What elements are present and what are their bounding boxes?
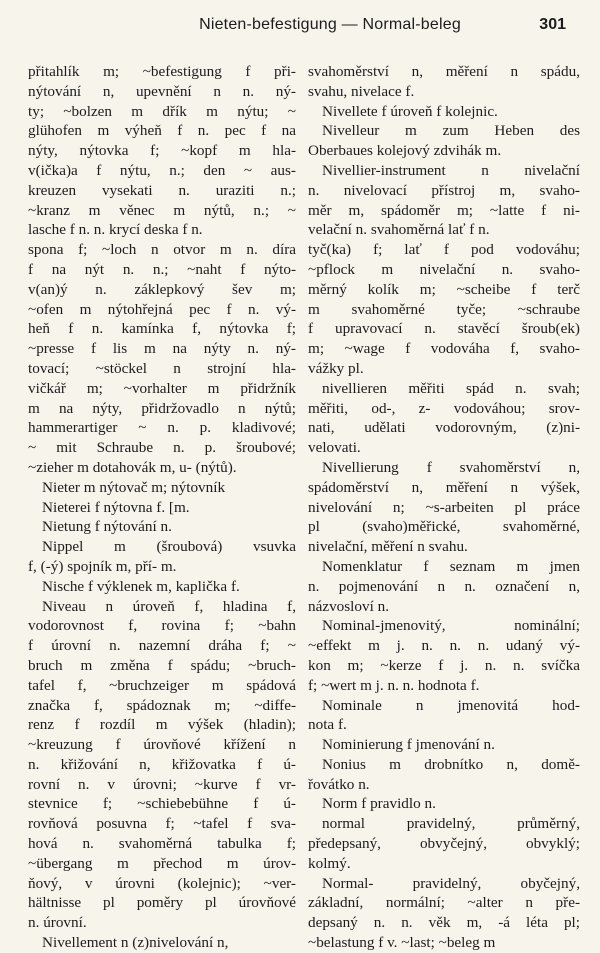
dictionary-entry-start: Nivelleur m zum Heben des [322, 122, 580, 140]
dictionary-line: f na nýt n. n.; ~naht f nýto- [28, 260, 296, 278]
dictionary-line: lasche f n. n. krycí deska f n. [28, 221, 203, 239]
dictionary-entry-start: Nietung f nýtování n. [42, 518, 172, 536]
dictionary-line: tafel f, ~bruchzeiger m spádová [28, 676, 296, 694]
running-head-title: Nieten-befestigung — Normal-beleg [199, 16, 461, 33]
dictionary-line: renz f rozdíl m výšek (hladin); [28, 716, 296, 734]
dictionary-line: ~belastung f v. ~last; ~beleg m [308, 934, 496, 952]
dictionary-line: ~pflock m nivelační n. svaho- [308, 260, 580, 278]
dictionary-line: přitahlík m; ~befestigung f při- [28, 63, 296, 80]
dictionary-line: ~übergang m přechod m úrov- [28, 854, 296, 872]
dictionary-entry-start: Nieter m nýtovač m; nýtovník [42, 478, 226, 496]
dictionary-entry-start: Nieterei f nýtovna f. [m. [42, 498, 190, 516]
dictionary-line: názvosloví n. [308, 597, 389, 615]
dictionary-line: f; ~wert m j. n. n. hodnota f. [308, 676, 480, 694]
dictionary-line: m; ~wage f vodováha f, svaho- [308, 340, 580, 358]
dictionary-line: bruch m změna f spádu; ~bruch- [28, 656, 296, 674]
dictionary-line: nivelování n; ~s-arbeiten pl práce [308, 498, 580, 516]
dictionary-entry-start: Nippel m (šroubová) vsuvka [42, 538, 296, 556]
dictionary-line: rovňová posuvna f; ~tafel f sva- [28, 815, 296, 833]
dictionary-line: spádoměrství n, měření n výšek, [308, 478, 580, 496]
dictionary-line: m na nýty, přidržovadlo n nýtů; [28, 399, 296, 417]
dictionary-line: v(ička)a f nýtu, n.; den ~ aus- [28, 161, 296, 179]
dictionary-entry-start: Nivellete f úroveň f kolejnic. [322, 102, 498, 120]
dictionary-line: vičkář m; ~vorhalter m přidržník [28, 379, 296, 397]
dictionary-line: stevnice f; ~schiebebühne f ú- [28, 795, 296, 813]
dictionary-line: předepsaný, obvyčejný, obvyklý; [308, 835, 580, 853]
dictionary-line: f, (-ý) spojník m, pří- m. [28, 557, 177, 575]
dictionary-entry-start: Nominal-jmenovitý, nominální; [322, 617, 580, 635]
dictionary-line: ~presse f lis m na nýty n. ný- [28, 340, 296, 358]
dictionary-line: základní, normální; ~alter n pře- [308, 894, 580, 912]
dictionary-line: n. pojmenování n n. označení n, [308, 577, 580, 595]
dictionary-line: měřiti, od-, z- vodováhou; srov- [308, 399, 580, 417]
dictionary-entry-start: Niveau n úroveň f, hladina f, [42, 597, 296, 615]
dictionary-line: kreuzen vysekati n. uraziti n.; [28, 181, 296, 199]
dictionary-line: vážky pl. [308, 359, 364, 377]
dictionary-line: nýtování n, upevnění n n. ný- [28, 82, 296, 100]
dictionary-line: ~effekt m j. n. n. n. udaný vý- [308, 637, 580, 655]
dictionary-line: m svahoměrné tyče; ~schraube [308, 300, 580, 318]
dictionary-line: ~zieher m dotahovák m, u- (nýtů). [28, 458, 237, 476]
dictionary-line: ~kranz m věnec m nýtů, n.; ~ [28, 201, 296, 219]
dictionary-line: ty; ~bolzen m dřík m nýtu; ~ [28, 102, 296, 120]
dictionary-line: nati, udělati vodorovným, (z)ni- [308, 419, 580, 437]
running-head [0, 16, 600, 38]
left-column [28, 62, 296, 953]
dictionary-line: n. křižování n, křižovatka f ú- [28, 755, 296, 773]
dictionary-line: svahoměrství n, měření n spádu, [308, 63, 580, 80]
dictionary-line: n. úrovní. [28, 914, 87, 932]
dictionary-line: značka f, spádoznak m; ~diffe- [28, 696, 296, 714]
dictionary-line: ~kreuzung f úrovňové křížení n [28, 736, 296, 754]
dictionary-entry-start: Nivellier-instrument n nivelační [322, 161, 580, 179]
dictionary-entry-start: normal pravidelný, průměrný, [322, 815, 580, 833]
dictionary-line: tyč(ka) f; lať f pod vodováhu; [308, 241, 580, 259]
dictionary-line: svahu, nivelace f. [308, 82, 415, 100]
dictionary-line: nivelační, měření n svahu. [308, 538, 468, 556]
dictionary-line: kon m; ~kerze f j. n. n. svíčka [308, 656, 580, 674]
dictionary-entry-start: nivellieren měřiti spád n. svah; [322, 379, 580, 397]
dictionary-line: v(an)ý n. záklepkový šev m; [28, 280, 296, 298]
dictionary-entry-start: Nominale n jmenovitá hod- [322, 696, 580, 714]
dictionary-line: glühofen m výheň f n. pec f na [28, 122, 296, 140]
dictionary-line: nýty, nýtovka f; ~kopf m hla- [28, 142, 296, 160]
dictionary-line: rovní n. v úrovni; ~kurve f vr- [28, 775, 296, 793]
dictionary-entry-start: Norm f pravidlo n. [322, 795, 436, 813]
dictionary-line: f úrovní n. nazemní dráha f; ~ [28, 637, 296, 655]
dictionary-line: kolmý. [308, 854, 351, 872]
dictionary-line: n. nivelovací přístroj m, svaho- [308, 181, 580, 199]
dictionary-entry-start: Nivellierung f svahoměrství n, [322, 458, 580, 476]
dictionary-entry-start: Nivellement n (z)nivelování n, [42, 934, 229, 952]
dictionary-line: měrný kolík m; ~scheibe f terč [308, 280, 580, 298]
dictionary-line: řovátko n. [308, 775, 370, 793]
page-number: 301 [539, 16, 566, 33]
dictionary-line: vodorovnost f, rovina f; ~bahn [28, 617, 296, 635]
dictionary-entry-start: Nische f výklenek m, kaplička f. [42, 577, 240, 595]
dictionary-line: ňový, v úrovni (kolejnic); ~ver- [28, 874, 296, 892]
dictionary-entry-start: Normal- pravidelný, obyčejný, [322, 874, 580, 892]
dictionary-line: ~ofen m nýtohřejná pec f n. vý- [28, 300, 296, 318]
dictionary-line: měr m, spádoměr m; ~latte f ni- [308, 201, 580, 219]
dictionary-line: nota f. [308, 716, 347, 734]
dictionary-entry-start: Nomenklatur f seznam m jmen [322, 557, 580, 575]
dictionary-line: f upravovací n. stavěcí šroub(ek) [308, 320, 580, 338]
dictionary-line: tovací; ~stöckel n strojní hla- [28, 359, 296, 377]
dictionary-line: hová n. svahoměrná tabulka f; [28, 835, 296, 853]
dictionary-line: Oberbaues kolejový zdvihák m. [308, 142, 502, 160]
dictionary-line: hältnisse pl poměry pl úrovňové [28, 894, 296, 912]
dictionary-line: pl (svaho)měřické, svahoměrné, [308, 518, 580, 536]
dictionary-line: depsaný n. n. věk m, -á léta pl; [308, 914, 580, 932]
dictionary-line: velační n. svahoměrná lať f n. [308, 221, 490, 239]
right-column [308, 62, 580, 953]
dictionary-entry-start: Nominierung f jmenování n. [322, 736, 495, 754]
dictionary-line: ~ mit Schraube n. p. šroubové; [28, 439, 296, 457]
dictionary-entry-start: Nonius m drobnítko n, domě- [322, 755, 580, 773]
dictionary-line: hammerartiger ~ n. p. kladivové; [28, 419, 296, 437]
dictionary-line: velovati. [308, 439, 361, 457]
dictionary-line: spona f; ~loch n otvor m n. díra [28, 241, 296, 259]
dictionary-line: heň f n. kamínka f, nýtovka f; [28, 320, 296, 338]
